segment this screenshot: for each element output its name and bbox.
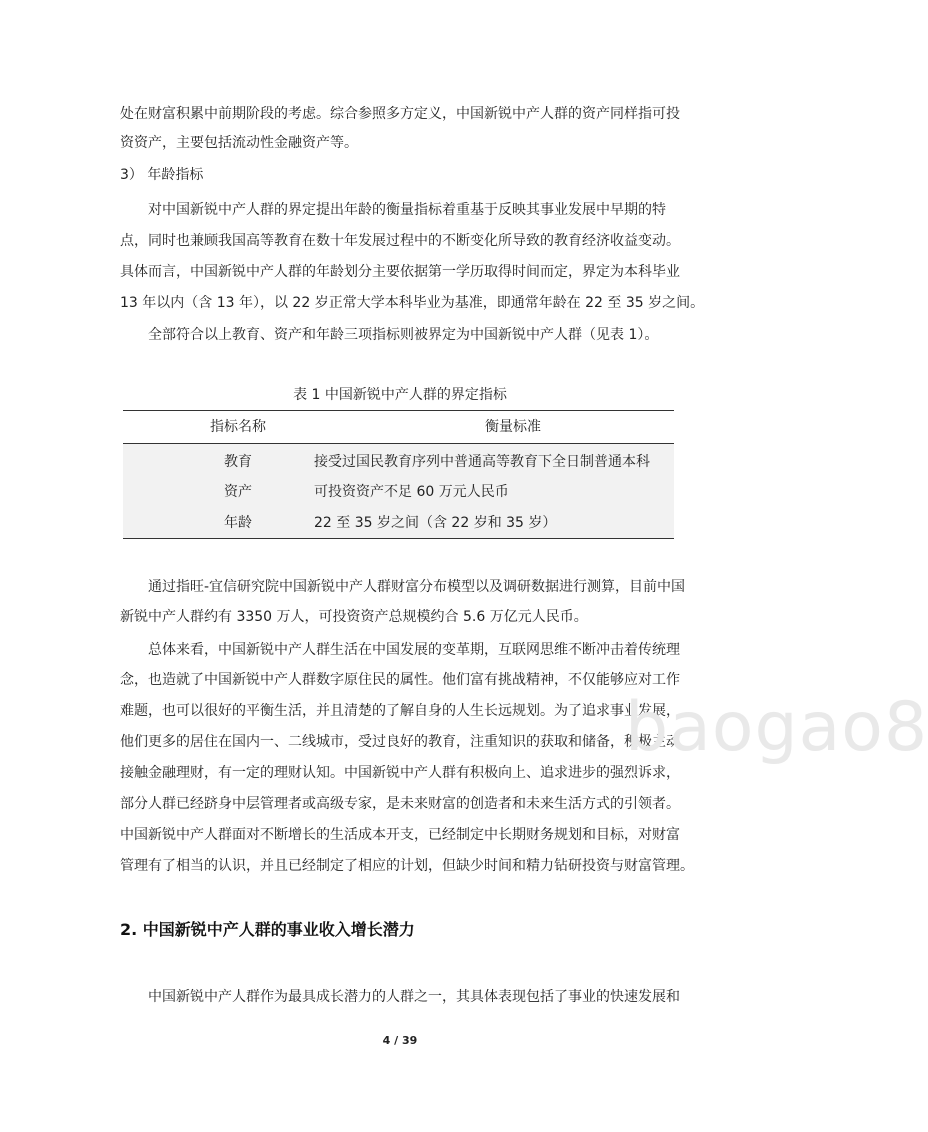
text-line: 管理有了相当的认识，并且已经制定了相应的计划，但缺少时间和精力钻研投资与财富管理。 <box>120 858 694 874</box>
text-line: 3） 年龄指标 <box>120 167 204 183</box>
text-line: 中国新锐中产人群作为最具成长潜力的人群之一，其具体表现包括了事业的快速发展和 <box>148 989 680 1005</box>
text-line: 中国新锐中产人群面对不断增长的生活成本开支，已经制定中长期财务规划和目标，对财富 <box>120 827 680 843</box>
text-line: 总体来看，中国新锐中产人群生活在中国发展的变革期，互联网思维不断冲击着传统理 <box>148 642 680 658</box>
table-caption: 表 1 中国新锐中产人群的界定指标 <box>293 387 507 403</box>
text-line: 具体而言，中国新锐中产人群的年龄划分主要依据第一学历取得时间而定，界定为本科毕业 <box>120 264 680 280</box>
table-cell-standard: 接受过国民教育序列中普通高等教育下全日制普通本科 <box>314 454 650 470</box>
text-line: 通过指旺-宜信研究院中国新锐中产人群财富分布模型以及调研数据进行测算，目前中国 <box>148 579 686 595</box>
page-number: 4 / 39 <box>382 1034 418 1047</box>
watermark: baogao8 <box>625 688 928 767</box>
text-line: 处在财富积累中前期阶段的考虑。综合参照多方定义，中国新锐中产人群的资产同样指可投 <box>120 106 680 122</box>
text-line: 资资产，主要包括流动性金融资产等。 <box>120 135 358 151</box>
table-header-name: 指标名称 <box>210 419 266 435</box>
section-heading: 2. 中国新锐中产人群的事业收入增长潜力 <box>120 920 415 939</box>
text-line: 接触金融理财，有一定的理财认知。中国新锐中产人群有积极向上、追求进步的强烈诉求， <box>120 765 680 781</box>
table-header-standard: 衡量标准 <box>485 419 541 435</box>
table-cell-name: 教育 <box>224 454 252 470</box>
text-line: 点，同时也兼顾我国高等教育在数十年发展过程中的不断变化所导致的教育经济收益变动。 <box>120 233 680 249</box>
table-cell-standard: 22 至 35 岁之间（含 22 岁和 35 岁） <box>314 515 557 531</box>
table-bottom-rule <box>123 538 674 539</box>
text-line: 念，也造就了中国新锐中产人群数字原住民的属性。他们富有挑战精神，不仅能够应对工作 <box>120 672 680 688</box>
text-line: 他们更多的居住在国内一、二线城市，受过良好的教育，注重知识的获取和储备，积极主动 <box>120 734 680 750</box>
text-line: 部分人群已经跻身中层管理者或高级专家，是未来财富的创造者和未来生活方式的引领者。 <box>120 796 680 812</box>
table-cell-name: 资产 <box>224 484 252 500</box>
text-line: 对中国新锐中产人群的界定提出年龄的衡量指标着重基于反映其事业发展中早期的特 <box>148 202 666 218</box>
text-line: 13 年以内（含 13 年），以 22 岁正常大学本科毕业为基准，即通常年龄在 22 至 35 岁之间。 <box>120 295 705 311</box>
table-top-rule <box>123 410 674 411</box>
table-cell-standard: 可投资资产不足 60 万元人民币 <box>314 484 509 500</box>
text-line: 全部符合以上教育、资产和年龄三项指标则被界定为中国新锐中产人群（见表 1）。 <box>148 327 659 343</box>
definition-table <box>123 410 674 539</box>
table-cell-name: 年龄 <box>224 515 252 531</box>
text-line: 难题，也可以很好的平衡生活，并且清楚的了解自身的人生长远规划。为了追求事业发展， <box>120 703 680 719</box>
text-line: 新锐中产人群约有 3350 万人，可投资资产总规模约合 5.6 万亿元人民币。 <box>120 609 588 625</box>
